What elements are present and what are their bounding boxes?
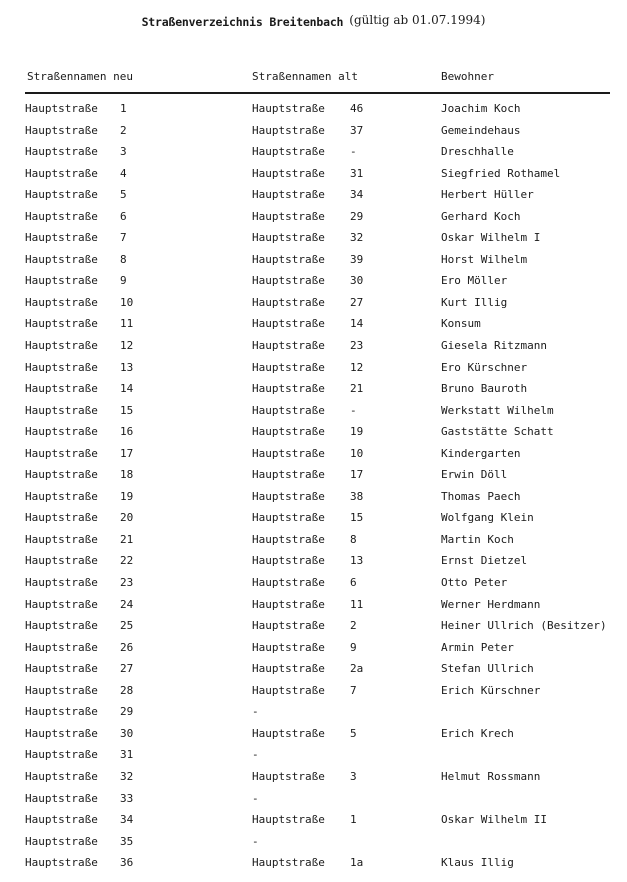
old-house-number: - (350, 403, 357, 417)
old-street-name: Hauptstraße (252, 640, 325, 654)
new-house-number: 20 (120, 511, 134, 525)
new-street-name: Hauptstraße (25, 123, 98, 137)
new-house-number: 18 (120, 468, 134, 482)
table-row (0, 250, 627, 272)
new-street-name: Hauptstraße (25, 769, 98, 783)
resident-name: Bruno Bauroth (441, 382, 528, 396)
table-row (0, 99, 627, 121)
resident-name: Horst Wilhelm (441, 252, 528, 266)
new-street-name: Hauptstraße (25, 339, 98, 353)
old-house-number: 39 (350, 252, 364, 266)
new-street-name: Hauptstraße (25, 748, 98, 762)
table-row (0, 487, 627, 509)
new-street-name: Hauptstraße (25, 166, 98, 180)
new-street-name: Hauptstraße (25, 511, 98, 525)
new-house-number: 6 (120, 209, 127, 223)
resident-name: Erich Krech (441, 726, 514, 740)
new-house-number: 15 (120, 403, 134, 417)
new-house-number: 1 (120, 102, 127, 115)
table-row (0, 745, 627, 767)
old-street-name: Hauptstraße (252, 166, 325, 180)
new-house-number: 5 (120, 188, 127, 202)
old-house-number: 34 (350, 188, 364, 202)
old-street-name: - (252, 791, 259, 805)
resident-name: Dreschhalle (441, 145, 514, 159)
new-house-number: 8 (120, 252, 127, 266)
old-street-name: Hauptstraße (252, 813, 325, 827)
new-street-name: Hauptstraße (25, 554, 98, 568)
table-row (0, 681, 627, 703)
old-street-name: Hauptstraße (252, 726, 325, 740)
old-house-number: 31 (350, 166, 364, 180)
table-row (0, 142, 627, 164)
old-street-name: Hauptstraße (252, 403, 325, 417)
old-house-number: 46 (350, 102, 364, 115)
table-row (0, 659, 627, 681)
new-house-number: 3 (120, 145, 127, 159)
new-street-name: Hauptstraße (25, 252, 98, 266)
new-street-name: Hauptstraße (25, 834, 98, 848)
new-street-name: Hauptstraße (25, 640, 98, 654)
new-street-name: Hauptstraße (25, 619, 98, 633)
new-street-name: Hauptstraße (25, 813, 98, 827)
resident-name: Werner Herdmann (441, 597, 541, 611)
new-house-number: 34 (120, 813, 134, 827)
new-house-number: 23 (120, 576, 134, 590)
old-house-number: 1 (350, 813, 357, 827)
old-house-number: 1a (350, 856, 364, 870)
resident-name: Siegfried Rothamel (441, 166, 561, 180)
old-street-name: - (252, 834, 259, 848)
resident-name: Gerhard Koch (441, 209, 521, 223)
new-street-name: Hauptstraße (25, 102, 98, 115)
street-table-body (0, 99, 627, 875)
table-row (0, 789, 627, 811)
old-house-number: 9 (350, 640, 357, 654)
column-header-old-street: Straßennamen alt (252, 70, 358, 83)
document-header (0, 11, 627, 30)
old-house-number: 14 (350, 317, 364, 331)
new-house-number: 36 (120, 856, 134, 870)
table-row (0, 121, 627, 143)
column-header-new-street: Straßennamen neu (27, 70, 133, 83)
old-house-number: 5 (350, 726, 357, 740)
new-street-name: Hauptstraße (25, 274, 98, 288)
new-house-number: 14 (120, 382, 134, 396)
old-house-number: 2 (350, 619, 357, 633)
new-house-number: 17 (120, 446, 134, 460)
table-row (0, 810, 627, 832)
table-row (0, 164, 627, 186)
header-divider (25, 92, 610, 94)
old-street-name: Hauptstraße (252, 619, 325, 633)
resident-name: Erwin Döll (441, 468, 508, 482)
new-street-name: Hauptstraße (25, 532, 98, 546)
new-street-name: Hauptstraße (25, 726, 98, 740)
old-street-name: Hauptstraße (252, 683, 325, 697)
new-house-number: 11 (120, 317, 134, 331)
table-row (0, 767, 627, 789)
old-house-number: 7 (350, 683, 357, 697)
old-house-number: 11 (350, 597, 364, 611)
old-street-name: Hauptstraße (252, 856, 325, 870)
resident-name: Oskar Wilhelm I (441, 231, 541, 245)
resident-name: Helmut Rossmann (441, 769, 541, 783)
old-house-number: 19 (350, 425, 364, 439)
new-house-number: 7 (120, 231, 127, 245)
new-house-number: 35 (120, 834, 134, 848)
table-row (0, 724, 627, 746)
validity-date: (gültig ab 01.07.1994) (349, 13, 486, 27)
resident-name: Giesela Ritzmann (441, 339, 547, 353)
old-street-name: Hauptstraße (252, 425, 325, 439)
resident-name: Joachim Koch (441, 102, 521, 115)
table-row (0, 595, 627, 617)
new-house-number: 13 (120, 360, 134, 374)
resident-name: Konsum (441, 317, 481, 331)
page-title: Straßenverzeichnis Breitenbach (141, 15, 344, 29)
new-street-name: Hauptstraße (25, 295, 98, 309)
new-house-number: 21 (120, 532, 134, 546)
old-street-name: Hauptstraße (252, 468, 325, 482)
old-house-number: 13 (350, 554, 364, 568)
old-house-number: - (350, 145, 357, 159)
table-row (0, 293, 627, 315)
table-row (0, 314, 627, 336)
old-house-number: 32 (350, 231, 364, 245)
old-street-name: Hauptstraße (252, 145, 325, 159)
resident-name: Ero Möller (441, 274, 508, 288)
new-street-name: Hauptstraße (25, 468, 98, 482)
old-house-number: 10 (350, 446, 364, 460)
column-header-residents: Bewohner (441, 70, 494, 83)
resident-name: Heiner Ullrich (Besitzer) (441, 619, 607, 633)
resident-name: Kurt Illig (441, 295, 508, 309)
new-street-name: Hauptstraße (25, 791, 98, 805)
new-street-name: Hauptstraße (25, 317, 98, 331)
old-house-number: 15 (350, 511, 364, 525)
new-street-name: Hauptstraße (25, 209, 98, 223)
table-row (0, 422, 627, 444)
resident-name: Ero Kürschner (441, 360, 528, 374)
table-row (0, 401, 627, 423)
old-street-name: Hauptstraße (252, 597, 325, 611)
table-row (0, 638, 627, 660)
new-street-name: Hauptstraße (25, 425, 98, 439)
old-street-name: Hauptstraße (252, 102, 325, 115)
old-street-name: Hauptstraße (252, 317, 325, 331)
old-street-name: Hauptstraße (252, 231, 325, 245)
old-street-name: Hauptstraße (252, 489, 325, 503)
new-house-number: 19 (120, 489, 134, 503)
old-street-name: Hauptstraße (252, 382, 325, 396)
old-house-number: 6 (350, 576, 357, 590)
new-house-number: 16 (120, 425, 134, 439)
new-house-number: 22 (120, 554, 134, 568)
old-house-number: 27 (350, 295, 364, 309)
old-house-number: 30 (350, 274, 364, 288)
resident-name: Wolfgang Klein (441, 511, 534, 525)
new-street-name: Hauptstraße (25, 403, 98, 417)
table-row (0, 358, 627, 380)
table-row (0, 702, 627, 724)
old-house-number: 21 (350, 382, 364, 396)
table-row (0, 573, 627, 595)
new-house-number: 29 (120, 705, 134, 719)
new-street-name: Hauptstraße (25, 597, 98, 611)
old-street-name: Hauptstraße (252, 662, 325, 676)
new-house-number: 4 (120, 166, 127, 180)
old-street-name: Hauptstraße (252, 446, 325, 460)
new-house-number: 33 (120, 791, 134, 805)
old-house-number: 38 (350, 489, 364, 503)
table-row (0, 465, 627, 487)
table-row (0, 228, 627, 250)
old-street-name: Hauptstraße (252, 188, 325, 202)
new-house-number: 30 (120, 726, 134, 740)
old-street-name: Hauptstraße (252, 769, 325, 783)
old-street-name: Hauptstraße (252, 360, 325, 374)
resident-name: Thomas Paech (441, 489, 521, 503)
old-house-number: 17 (350, 468, 364, 482)
new-street-name: Hauptstraße (25, 662, 98, 676)
table-row (0, 336, 627, 358)
new-house-number: 25 (120, 619, 134, 633)
old-street-name: Hauptstraße (252, 511, 325, 525)
old-house-number: 8 (350, 532, 357, 546)
old-street-name: Hauptstraße (252, 576, 325, 590)
table-row (0, 379, 627, 401)
new-street-name: Hauptstraße (25, 856, 98, 870)
new-street-name: Hauptstraße (25, 360, 98, 374)
old-street-name: Hauptstraße (252, 123, 325, 137)
resident-name: Martin Koch (441, 532, 514, 546)
old-street-name: Hauptstraße (252, 252, 325, 266)
resident-name: Erich Kürschner (441, 683, 541, 697)
resident-name: Klaus Illig (441, 856, 514, 870)
old-house-number: 23 (350, 339, 364, 353)
resident-name: Ernst Dietzel (441, 554, 528, 568)
old-house-number: 12 (350, 360, 364, 374)
resident-name: Werkstatt Wilhelm (441, 403, 554, 417)
resident-name: Kindergarten (441, 446, 521, 460)
old-house-number: 3 (350, 769, 357, 783)
resident-name: Gemeindehaus (441, 123, 521, 137)
new-house-number: 31 (120, 748, 134, 762)
old-house-number: 37 (350, 123, 364, 137)
table-row (0, 207, 627, 229)
new-house-number: 28 (120, 683, 134, 697)
resident-name: Herbert Hüller (441, 188, 534, 202)
new-street-name: Hauptstraße (25, 489, 98, 503)
old-house-number: 2a (350, 662, 364, 676)
table-row (0, 551, 627, 573)
new-house-number: 24 (120, 597, 134, 611)
table-row (0, 271, 627, 293)
old-street-name: Hauptstraße (252, 274, 325, 288)
table-row (0, 185, 627, 207)
old-street-name: Hauptstraße (252, 295, 325, 309)
resident-name: Otto Peter (441, 576, 508, 590)
new-house-number: 27 (120, 662, 134, 676)
new-house-number: 9 (120, 274, 127, 288)
old-house-number: 29 (350, 209, 364, 223)
resident-name: Armin Peter (441, 640, 514, 654)
new-street-name: Hauptstraße (25, 576, 98, 590)
new-house-number: 26 (120, 640, 134, 654)
new-street-name: Hauptstraße (25, 705, 98, 719)
old-street-name: Hauptstraße (252, 554, 325, 568)
table-row (0, 853, 627, 875)
table-row (0, 508, 627, 530)
new-house-number: 32 (120, 769, 134, 783)
new-street-name: Hauptstraße (25, 683, 98, 697)
table-row (0, 832, 627, 854)
table-row (0, 530, 627, 552)
new-street-name: Hauptstraße (25, 382, 98, 396)
new-street-name: Hauptstraße (25, 145, 98, 159)
new-house-number: 2 (120, 123, 127, 137)
resident-name: Oskar Wilhelm II (441, 813, 547, 827)
new-street-name: Hauptstraße (25, 446, 98, 460)
old-street-name: Hauptstraße (252, 209, 325, 223)
old-street-name: - (252, 705, 259, 719)
table-row (0, 444, 627, 466)
table-row (0, 616, 627, 638)
old-street-name: Hauptstraße (252, 532, 325, 546)
old-street-name: - (252, 748, 259, 762)
new-house-number: 10 (120, 295, 134, 309)
old-street-name: Hauptstraße (252, 339, 325, 353)
new-house-number: 12 (120, 339, 134, 353)
new-street-name: Hauptstraße (25, 231, 98, 245)
resident-name: Gaststätte Schatt (441, 425, 554, 439)
new-street-name: Hauptstraße (25, 188, 98, 202)
resident-name: Stefan Ullrich (441, 662, 534, 676)
